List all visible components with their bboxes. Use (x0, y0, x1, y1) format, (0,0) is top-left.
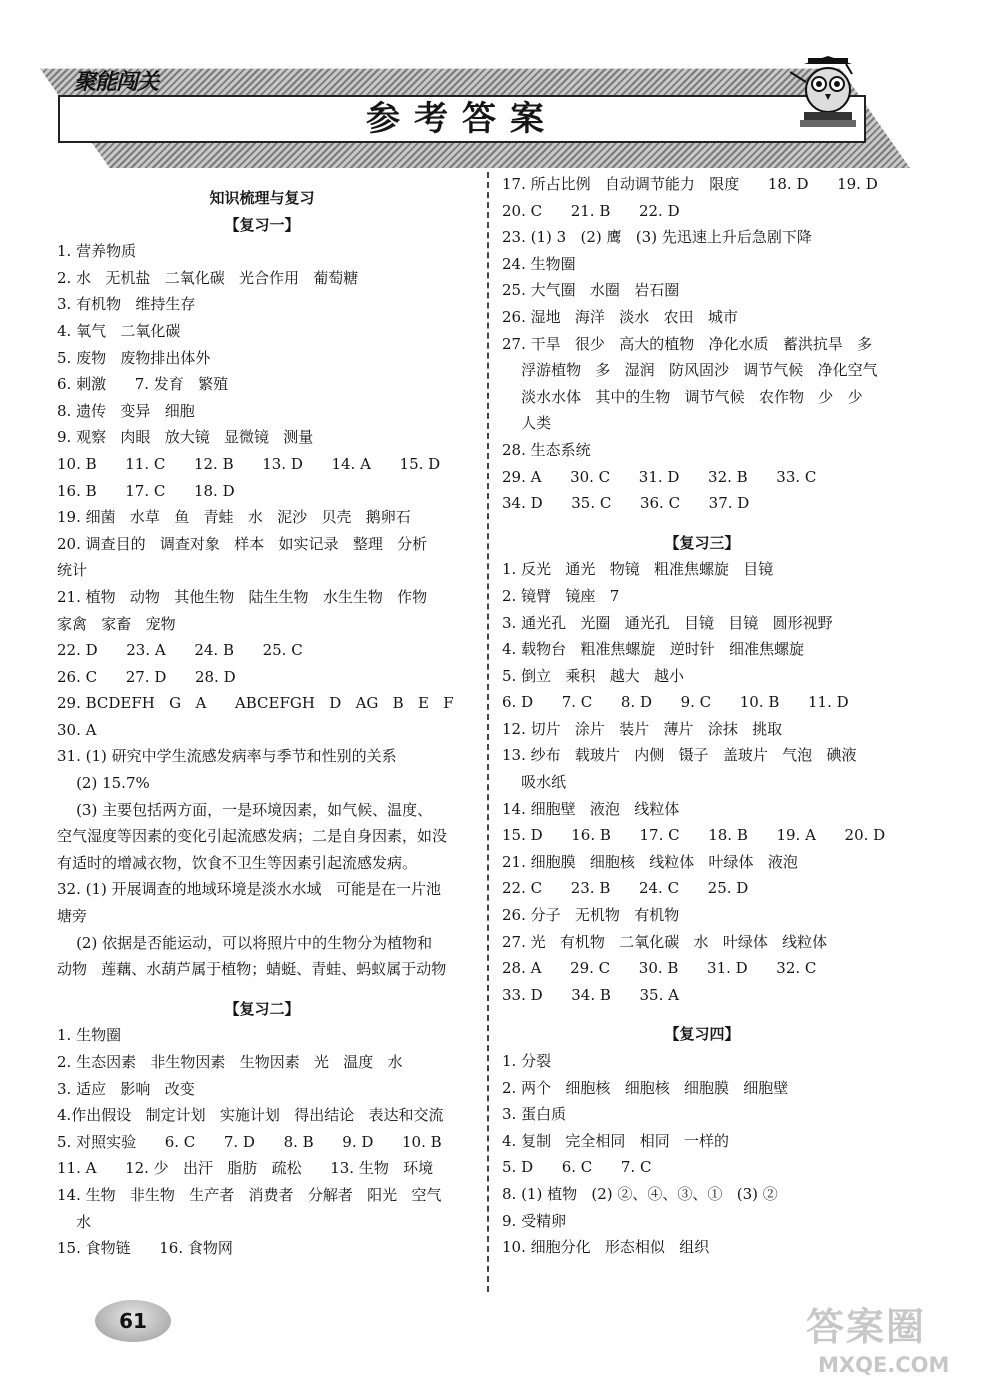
answer-line: 有适时的增减衣物，饮食不卫生等因素引起流感发病。 (57, 853, 418, 872)
answer-line: 4.作出假设 制定计划 实施计划 得出结论 表达和交流 (57, 1106, 444, 1125)
answer-line: 26. 分子 无机物 有机物 (502, 906, 680, 925)
answer-line: (2) 依据是否能运动，可以将照片中的生物分为植物和 (57, 933, 433, 952)
answer-line: 9. 受精卵 (502, 1211, 567, 1230)
answer-line: 24. 生物圈 (502, 254, 576, 273)
answer-list-review-2-continued (502, 171, 902, 517)
watermark-url: MXQE.COM (818, 1353, 950, 1377)
page-title: 参考答案 (366, 99, 558, 139)
answer-line: 4. 复制 完全相同 相同 一样的 (502, 1131, 729, 1150)
section-heading-review-4: 【复习四】 (664, 1025, 740, 1044)
answer-line: 19. 细菌 水草 鱼 青蛙 水 泥沙 贝壳 鹅卵石 (57, 508, 411, 527)
spacer (57, 983, 467, 996)
answer-line: 吸水纸 (502, 773, 567, 792)
answer-line: 25. 大气圈 水圈 岩石圈 (502, 281, 680, 300)
answer-line: 15. 食物链 16. 食物网 (57, 1239, 233, 1258)
answer-line: 浮游植物 多 湿润 防风固沙 调节气候 净化空气 (502, 361, 878, 380)
right-column (502, 171, 902, 1261)
answer-line: 4. 氧气 二氧化碳 (57, 321, 181, 340)
answer-line: 2. 镜臂 镜座 7 (502, 586, 620, 605)
answer-line: 14. 细胞壁 液泡 线粒体 (502, 799, 680, 818)
answer-line: 34. D 35. C 36. C 37. D (502, 494, 750, 513)
answer-line: 33. D 34. B 35. A (502, 985, 679, 1004)
answer-line: 动物 莲藕、水葫芦属于植物；蜻蜓、青蛙、蚂蚁属于动物 (57, 960, 447, 979)
answer-line: 11. A 12. 少 出汗 脂肪 疏松 13. 生物 环境 (57, 1159, 434, 1178)
answer-line: 淡水水体 其中的生物 调节气候 农作物 少 少 (502, 387, 863, 406)
answer-line: 20. 调查目的 调查对象 样本 如实记录 整理 分析 (57, 534, 428, 553)
answer-line: 26. 湿地 海洋 淡水 农田 城市 (502, 307, 738, 326)
page-number: 61 (95, 1300, 171, 1342)
answer-line: 5. 对照实验 6. C 7. D 8. B 9. D 10. B (57, 1132, 442, 1151)
answer-line: 12. 切片 涂片 装片 薄片 涂抹 挑取 (502, 719, 783, 738)
answer-line: 28. 生态系统 (502, 440, 591, 459)
section-heading-review-3: 【复习三】 (664, 533, 740, 552)
answer-line: 10. B 11. C 12. B 13. D 14. A 15. D (57, 454, 441, 473)
section-heading-review-2: 【复习二】 (224, 999, 300, 1018)
answer-line: 6. D 7. C 8. D 9. C 10. B 11. D (502, 693, 849, 712)
answer-line: 22. D 23. A 24. B 25. C (57, 641, 303, 660)
answer-line: 9. 观察 肉眼 放大镜 显微镜 测量 (57, 428, 314, 447)
answer-line: 30. A (57, 720, 97, 739)
answer-line: 1. 分裂 (502, 1052, 552, 1070)
answer-line: 13. 纱布 载玻片 内侧 镊子 盖玻片 气泡 碘液 (502, 746, 857, 765)
answer-line: 21. 细胞膜 细胞核 线粒体 叶绿体 液泡 (502, 852, 798, 871)
answer-line: 16. B 17. C 18. D (57, 481, 235, 500)
answer-line: 1. 生物圈 (57, 1026, 122, 1045)
answer-line: 统计 (57, 561, 88, 580)
answer-line: 5. 倒立 乘积 越大 越小 (502, 666, 684, 685)
answer-line: 20. C 21. B 22. D (502, 201, 680, 220)
left-column (57, 185, 467, 1262)
answer-line: 8. 遗传 变异 细胞 (57, 401, 195, 420)
answer-list-review-3 (502, 556, 902, 1008)
answer-line: 26. C 27. D 28. D (57, 667, 236, 686)
answer-line: 21. 植物 动物 其他生物 陆生生物 水生生物 作物 (57, 587, 428, 606)
answer-line: 22. C 23. B 24. C 25. D (502, 879, 749, 898)
title-box (58, 95, 866, 143)
watermark-logo: 答案圈 (806, 1305, 927, 1349)
answer-line: 10. 细胞分化 形态相似 组织 (502, 1238, 710, 1257)
answer-line: 31. (1) 研究中学生流感发病率与季节和性别的关系 (57, 747, 397, 766)
answer-line: 2. 两个 细胞核 细胞核 细胞膜 细胞壁 (502, 1078, 789, 1097)
answer-line: 14. 生物 非生物 生产者 消费者 分解者 阳光 空气 (57, 1185, 442, 1204)
answer-list-review-4 (502, 1048, 902, 1261)
answer-line: 29. A 30. C 31. D 32. B 33. C (502, 467, 817, 486)
answer-line: 空气湿度等因素的变化引起流感发病；二是自身因素，如没 (57, 827, 448, 846)
answer-line: 23. (1) 3 (2) 鹰 (3) 先迅速上升后急剧下降 (502, 228, 812, 247)
answer-line: 2. 生态因素 非生物因素 生物因素 光 温度 水 (57, 1053, 403, 1071)
answer-line: (3) 主要包括两方面，一是环境因素，如气候、温度、 (57, 800, 433, 819)
answer-line: 6. 刺激 7. 发育 繁殖 (57, 375, 229, 394)
answer-list-review-1 (57, 238, 467, 983)
section-heading-review-1: 【复习一】 (224, 215, 300, 234)
answer-line: 2. 水 无机盐 二氧化碳 光合作用 葡萄糖 (57, 268, 359, 287)
spacer (502, 517, 902, 530)
answer-list-review-2 (57, 1022, 467, 1261)
answer-line: 28. A 29. C 30. B 31. D 32. C (502, 959, 817, 978)
answer-line: 水 (57, 1212, 92, 1231)
answer-line: 4. 载物台 粗准焦螺旋 逆时针 细准焦螺旋 (502, 640, 804, 659)
answer-line: 27. 干旱 很少 高大的植物 净化水质 蓄洪抗旱 多 (502, 334, 873, 353)
answer-line: 3. 蛋白质 (502, 1105, 567, 1124)
answer-line: (2) 15.7% (57, 774, 150, 793)
column-divider (487, 172, 489, 1292)
answer-line: 15. D 16. B 17. C 18. B 19. A 20. D (502, 826, 886, 845)
main-heading: 知识梳理与复习 (209, 189, 315, 207)
answer-line: 8. (1) 植物 (2) ②、④、③、① (3) ② (502, 1184, 778, 1203)
answer-line: 人类 (502, 414, 552, 433)
answer-line: 29. BCDEFH G A ABCEFGH D AG B E F (57, 694, 454, 713)
answer-line: 17. 所占比例 自动调节能力 限度 18. D 19. D (502, 175, 878, 193)
answer-line: 1. 反光 通光 物镜 粗准焦螺旋 目镜 (502, 560, 774, 579)
answer-line: 5. 废物 废物排出体外 (57, 348, 211, 367)
owl-mascot-icon (790, 52, 868, 130)
answer-line: 3. 有机物 维持生存 (57, 295, 196, 314)
answer-line: 1. 营养物质 (57, 242, 137, 261)
series-logo: 聚能闯关 (74, 70, 159, 95)
answer-line: 家禽 家畜 宠物 (57, 614, 176, 633)
answer-line: 3. 适应 影响 改变 (57, 1079, 195, 1098)
answer-line: 32. (1) 开展调查的地域环境是淡水水域 可能是在一片池 (57, 880, 441, 899)
answer-line: 27. 光 有机物 二氧化碳 水 叶绿体 线粒体 (502, 932, 828, 951)
spacer (502, 1008, 902, 1021)
answer-line: 3. 通光孔 光圈 通光孔 目镜 目镜 圆形视野 (502, 613, 833, 632)
answer-line: 5. D 6. C 7. C (502, 1158, 652, 1177)
answer-line: 塘旁 (57, 907, 88, 926)
